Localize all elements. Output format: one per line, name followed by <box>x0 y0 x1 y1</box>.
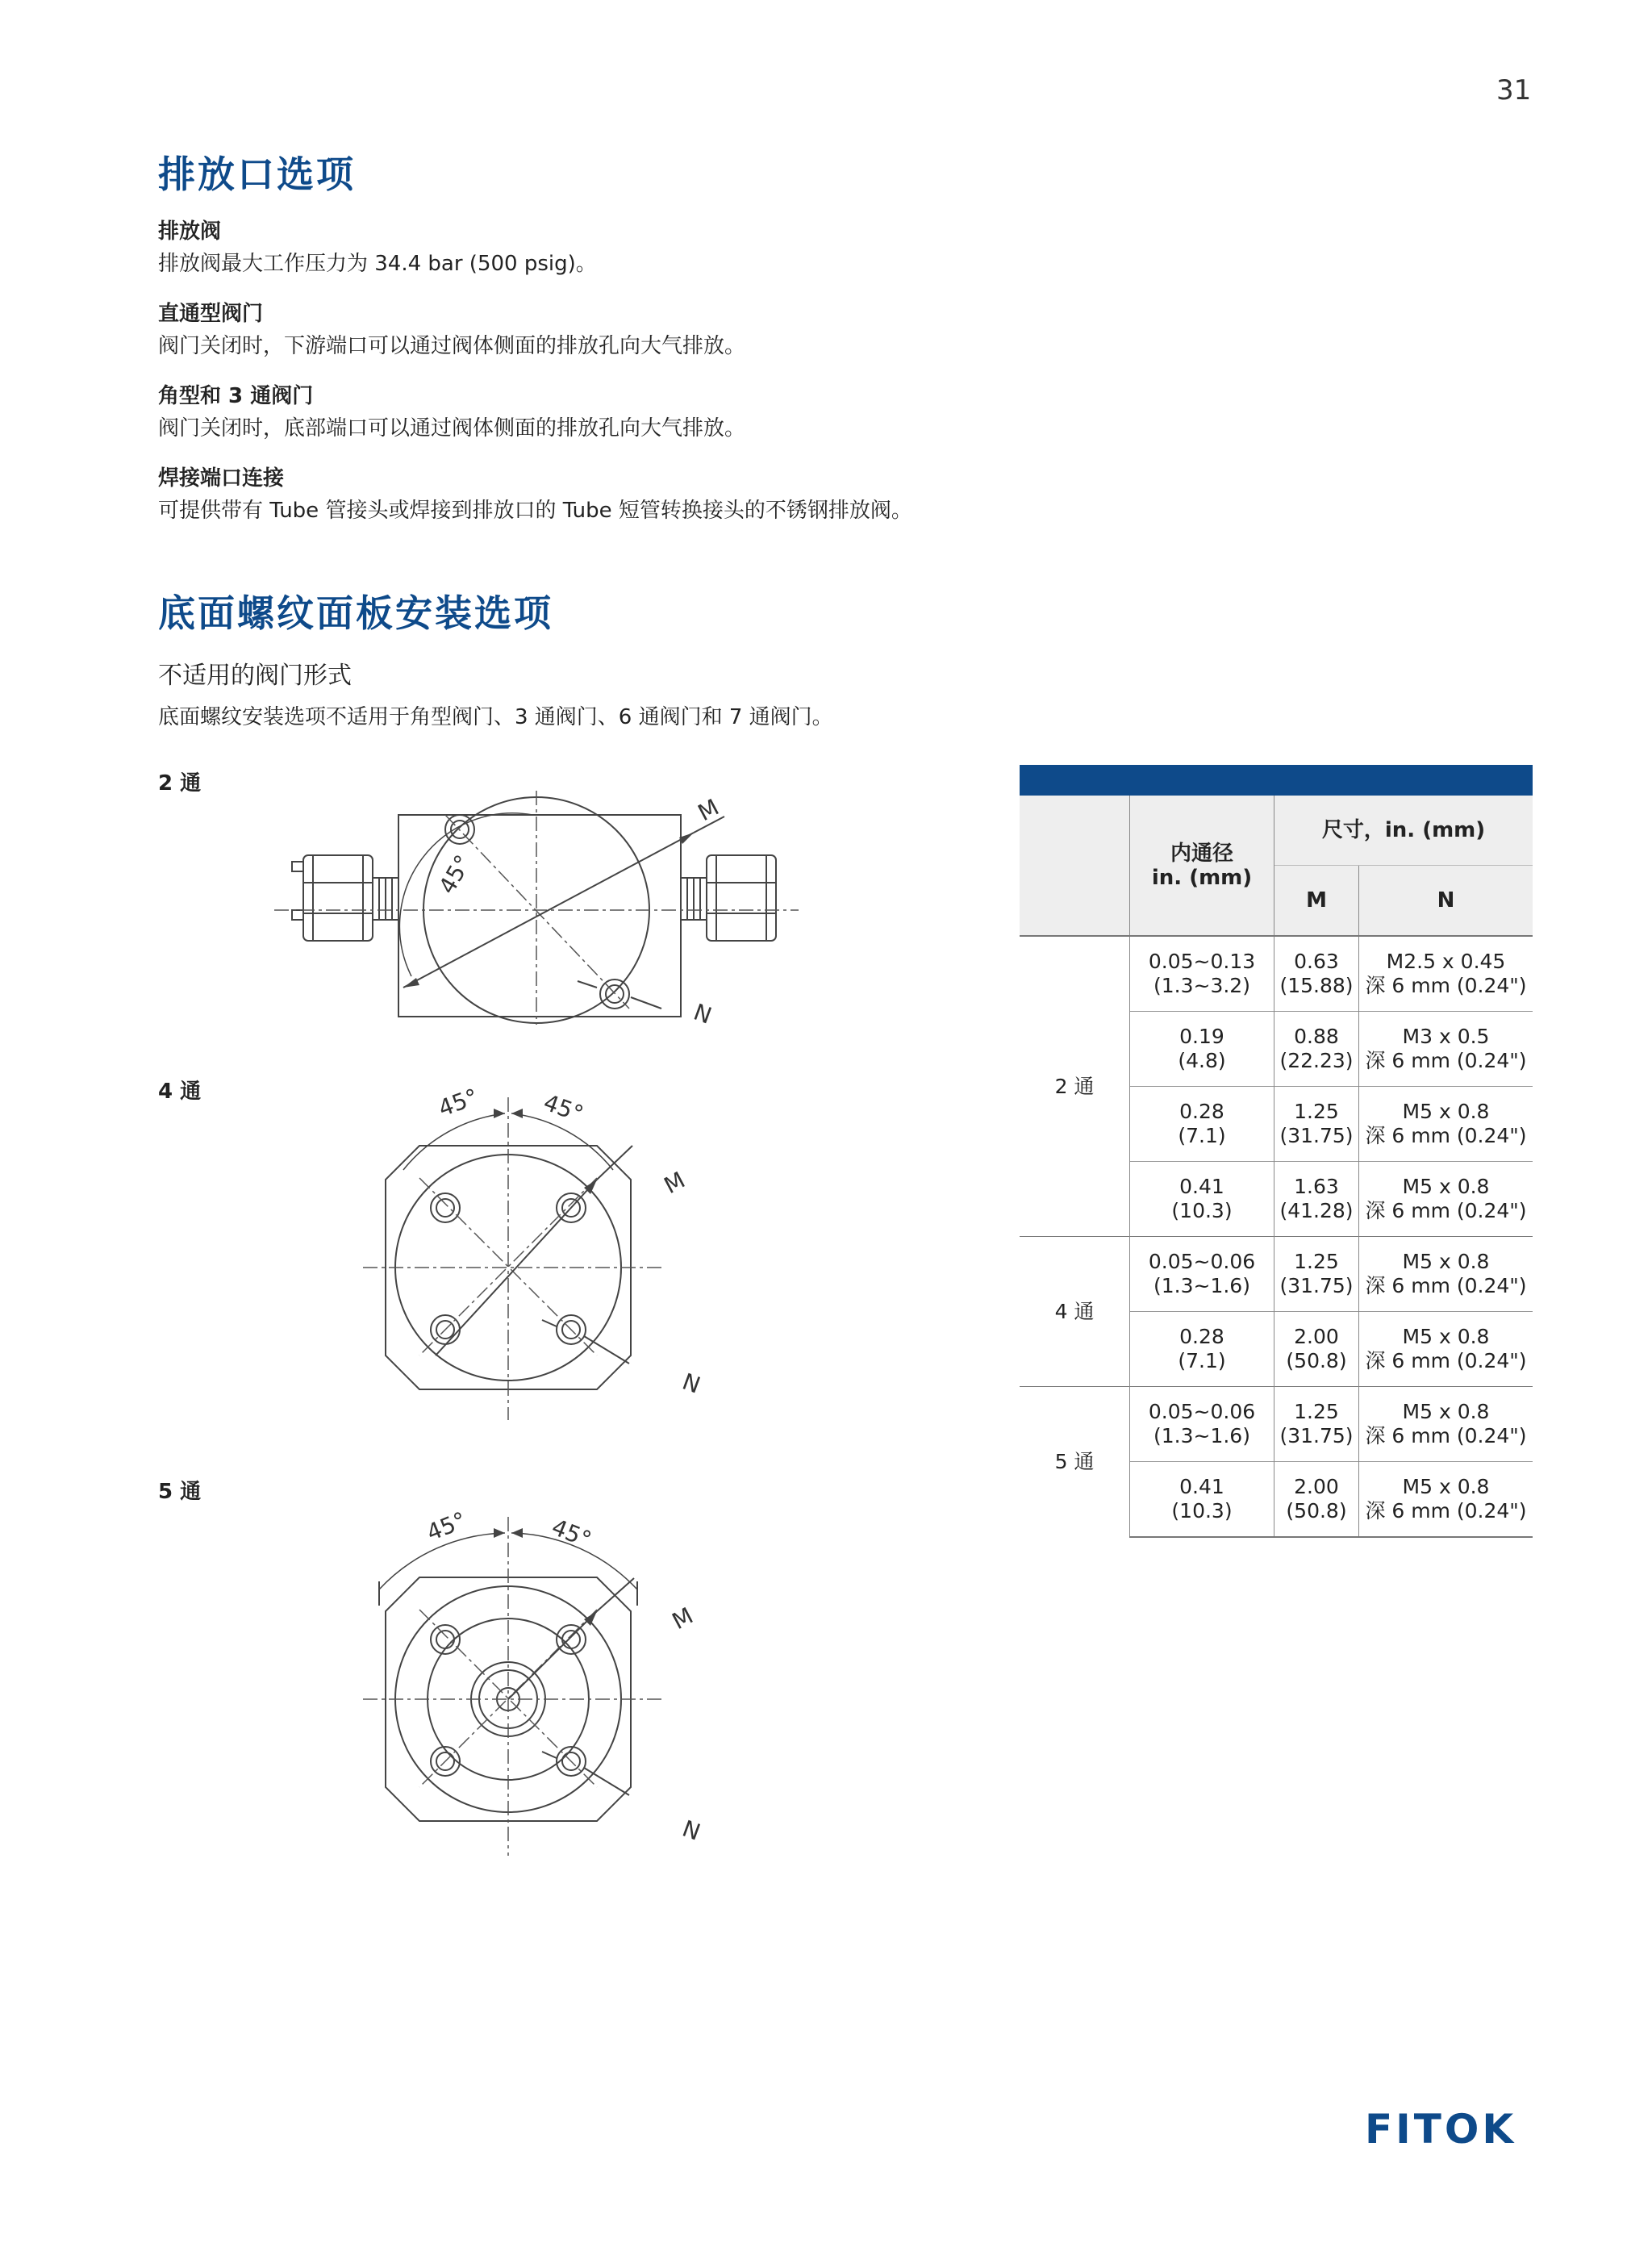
bore-mm: (4.8) <box>1178 1049 1226 1072</box>
m-value: 2.00 <box>1294 1475 1339 1498</box>
n-depth: 深 6 mm (0.24") <box>1365 1499 1527 1522</box>
angle-left-label: 45° <box>423 1506 470 1547</box>
n-label: N <box>690 998 715 1030</box>
n-label: N <box>678 1368 704 1399</box>
diagram-label-2way: 2 通 <box>158 771 202 796</box>
m-mm: (50.8) <box>1286 1349 1347 1372</box>
m-mm: (31.75) <box>1279 1274 1354 1297</box>
diagram-label-5way: 5 通 <box>158 1480 202 1504</box>
bore-mm: (7.1) <box>1178 1349 1226 1372</box>
n-depth: 深 6 mm (0.24") <box>1365 1349 1527 1372</box>
n-thread: M5 x 0.8 <box>1402 1400 1490 1423</box>
group-label-4way: 4 通 <box>1020 1237 1130 1387</box>
drain-valve-text: 排放阀最大工作压力为 34.4 bar (500 psig)。 <box>158 252 597 276</box>
n-depth: 深 6 mm (0.24") <box>1365 974 1527 997</box>
straight-valve-text: 阀门关闭时，下游端口可以通过阀体侧面的排放孔向大气排放。 <box>158 334 746 358</box>
table-row <box>1020 936 1533 1012</box>
drain-section-title: 排放口选项 <box>158 152 356 196</box>
bore: 0.19 <box>1179 1025 1224 1048</box>
n-depth: 深 6 mm (0.24") <box>1365 1199 1527 1222</box>
table-row <box>1020 1237 1533 1312</box>
spec-table <box>1020 765 1533 1538</box>
header-blank <box>1020 796 1130 936</box>
m-label: M <box>693 793 724 827</box>
diagram-4way <box>355 1081 807 1460</box>
straight-valve-heading: 直通型阀门 <box>158 302 264 326</box>
n-thread: M5 x 0.8 <box>1402 1475 1490 1498</box>
diagram-label-4way: 4 通 <box>158 1080 202 1104</box>
n-thread: M5 x 0.8 <box>1402 1250 1490 1273</box>
bore-mm: (1.3~3.2) <box>1153 974 1250 997</box>
m-mm: (22.23) <box>1279 1049 1354 1072</box>
bore: 0.41 <box>1179 1175 1224 1198</box>
n-thread: M5 x 0.8 <box>1402 1100 1490 1123</box>
m-mm: (41.28) <box>1279 1199 1354 1222</box>
m-label: M <box>667 1602 698 1635</box>
page-number: 31 <box>1496 74 1532 107</box>
header-bore-line2: in. (mm) <box>1151 865 1253 890</box>
angle-valve-heading: 角型和 3 通阀门 <box>158 384 314 408</box>
group-label-5way: 5 通 <box>1020 1387 1130 1538</box>
header-dims: 尺寸，in. (mm) <box>1274 796 1533 866</box>
weld-port-heading: 焊接端口连接 <box>158 466 285 491</box>
bore: 0.05~0.06 <box>1148 1250 1256 1273</box>
m-value: 1.25 <box>1294 1100 1339 1123</box>
bore-mm: (10.3) <box>1171 1199 1233 1222</box>
diagram-2way <box>258 775 839 1041</box>
bore: 0.28 <box>1179 1100 1224 1123</box>
m-mm: (15.88) <box>1279 974 1354 997</box>
m-value: 0.63 <box>1294 950 1339 973</box>
weld-port-text: 可提供带有 Tube 管接头或焊接到排放口的 Tube 短管转换接头的不锈钢排放阀。 <box>158 499 912 523</box>
bore-mm: (7.1) <box>1178 1124 1226 1147</box>
m-value: 0.88 <box>1294 1025 1339 1048</box>
fitok-logo: FITOK <box>1365 2106 1517 2153</box>
header-bore-line1: 内通径 <box>1170 841 1233 866</box>
bore: 0.28 <box>1179 1325 1224 1348</box>
m-mm: (31.75) <box>1279 1424 1354 1447</box>
m-value: 1.63 <box>1294 1175 1339 1198</box>
header-n: N <box>1359 866 1533 937</box>
bore: 0.05~0.06 <box>1148 1400 1256 1423</box>
n-depth: 深 6 mm (0.24") <box>1365 1049 1527 1072</box>
n-thread: M3 x 0.5 <box>1402 1025 1490 1048</box>
drain-valve-heading: 排放阀 <box>158 219 222 244</box>
n-label: N <box>678 1815 704 1846</box>
diagram-5way <box>355 1501 807 1904</box>
bore-mm: (10.3) <box>1171 1499 1233 1522</box>
mount-text: 底面螺纹安装选项不适用于角型阀门、3 通阀门、6 通阀门和 7 通阀门。 <box>158 705 833 729</box>
bore-mm: (1.3~1.6) <box>1153 1274 1250 1297</box>
m-mm: (31.75) <box>1279 1124 1354 1147</box>
angle-valve-text: 阀门关闭时，底部端口可以通过阀体侧面的排放孔向大气排放。 <box>158 416 746 441</box>
n-depth: 深 6 mm (0.24") <box>1365 1274 1527 1297</box>
m-mm: (50.8) <box>1286 1499 1347 1522</box>
angle-left-label: 45° <box>435 1083 482 1122</box>
angle-right-label: 45° <box>540 1088 587 1128</box>
mount-subtitle: 不适用的阀门形式 <box>158 662 352 690</box>
m-value: 2.00 <box>1294 1325 1339 1348</box>
n-thread: M5 x 0.8 <box>1402 1325 1490 1348</box>
n-depth: 深 6 mm (0.24") <box>1365 1124 1527 1147</box>
table-row <box>1020 1387 1533 1462</box>
m-value: 1.25 <box>1294 1400 1339 1423</box>
header-m: M <box>1274 866 1359 937</box>
bore: 0.05~0.13 <box>1148 950 1256 973</box>
angle-right-label: 45° <box>548 1513 595 1554</box>
m-label: M <box>659 1166 690 1200</box>
bore: 0.41 <box>1179 1475 1224 1498</box>
bore-mm: (1.3~1.6) <box>1153 1424 1250 1447</box>
n-thread: M2.5 x 0.45 <box>1386 950 1506 973</box>
table-header-band <box>1020 765 1533 796</box>
angle-label: 45° <box>433 850 477 899</box>
n-depth: 深 6 mm (0.24") <box>1365 1424 1527 1447</box>
mount-section-title: 底面螺纹面板安装选项 <box>158 591 553 635</box>
n-thread: M5 x 0.8 <box>1402 1175 1490 1198</box>
header-bore <box>1130 796 1274 936</box>
m-value: 1.25 <box>1294 1250 1339 1273</box>
group-label-2way: 2 通 <box>1054 1074 1095 1098</box>
